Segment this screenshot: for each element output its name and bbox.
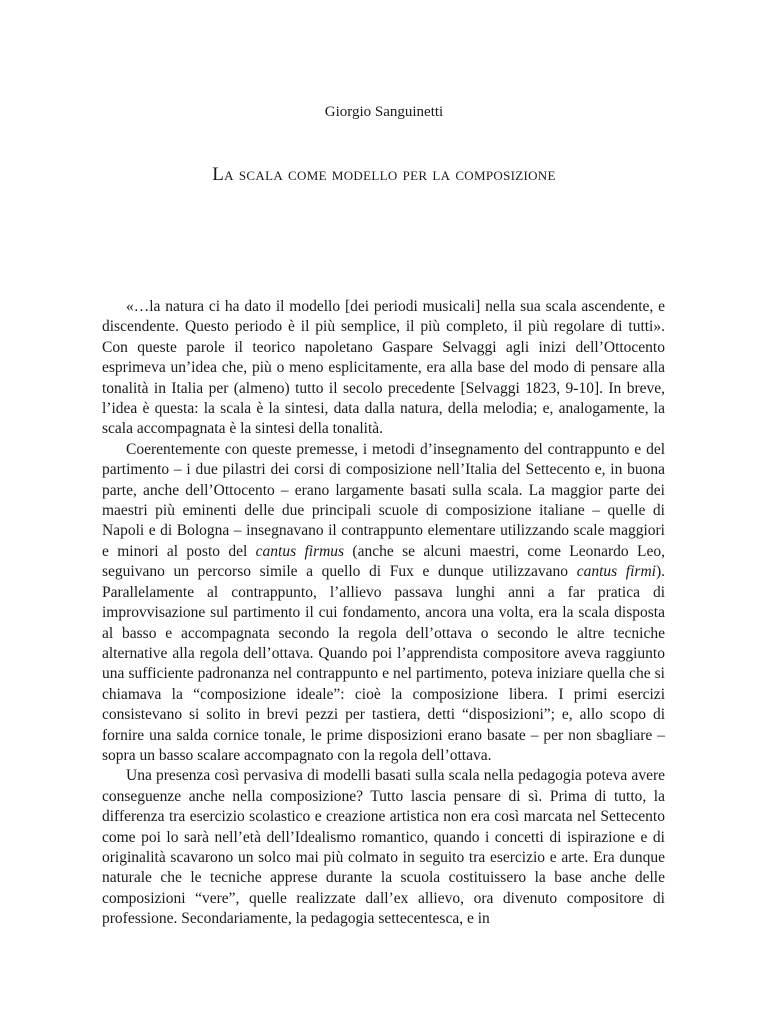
paragraph	[102, 297, 665, 440]
text-run: ). Parallelamente al contrappunto, l’allievo passava lunghi anni a far pratica di improvvisazione sul partimento il cui fondamento, ancora una volta, era la scala disposta al basso e accompagnata secondo la regola dell’ottava o secondo le altre tecniche alternative alla regola dell’ottava. Quando poi l’apprendista compositore aveva raggiunto una sufficiente padronanza nel contrappunto e nel partimento, poteva iniziare quella che si chiamava la “composizione ideale”: cioè la composizione libera. I primi esercizi consistevano si solito in brevi pezzi per tastiera, detti “disposizioni”; e, allo scopo di fornire una salda cornice tonale, le prime disposizioni erano basate – per non sbagliare – sopra un basso scalare accompagnato con la regola dell’ottava.	[102, 563, 665, 764]
italic-term: cantus firmi	[576, 563, 656, 581]
text-run: Coerentemente con queste premesse, i metodi d’insegnamento del contrappunto e del partimento – i due pilastri dei corsi di composizione nell’Italia del Settecento e, in buona parte, anche dell’Ottocento – erano largamente basati sulla scala. La maggior parte dei maestri più eminenti delle due principali scuole di composizione italiane – quelle di Napoli e di Bologna – insegnavano il contrappunto elementare utilizzando scale maggiori e minori al posto del	[102, 440, 665, 560]
paragraph	[102, 440, 665, 767]
text-run: «…la natura ci ha dato il modello [dei periodi musicali] nella sua scala ascendente, e discendente. Questo periodo è il più semplice, il più completo, il più regolare di tutti». Con queste parole il teorico napoletano Gaspare Selvaggi agli inizi dell’Ottocento esprimeva un’idea che, più o meno esplicitamente, era alla base del modo di pensare alla tonalità in Italia per (almeno) tutto il secolo precedente [Selvaggi 1823, 9-10]. In breve, l’idea è questa: la scala è la sintesi, data dalla natura, della melodia; e, analogamente, la scala accompagnata è la sintesi della tonalità.	[102, 298, 665, 438]
text-run: (anche se alcuni maestri, come Leonardo Leo, seguivano un percorso simile a quello di Fux e dunque utilizzavano	[102, 542, 665, 581]
article-body	[102, 297, 665, 930]
article-title: La scala come modello per la composizione	[212, 164, 556, 185]
paragraph	[102, 766, 665, 929]
italic-term: cantus firmus	[255, 542, 345, 560]
text-run: Una presenza così pervasiva di modelli basati sulla scala nella pedagogia poteva avere conseguenze anche nella composizione? Tutto lascia pensare di sì. Prima di tutto, la differenza tra esercizio scolastico e creazione artistica non era così marcata nel Settecento come poi lo sarà nell’età dell’Idealismo romantico, quando i concetti di ispirazione e di originalità scavarono un solco mai più colmato in seguito tra esercizio e arte. Era dunque naturale che le tecniche apprese durante la scuola costituissero la base anche delle composizioni “vere”, quelle realizzate dall’ex allievo, ora divenuto compositore di professione. Secondariamente, la pedagogia settecentesca, e in	[102, 767, 665, 928]
author-name: Giorgio Sanguinetti	[324, 104, 444, 120]
